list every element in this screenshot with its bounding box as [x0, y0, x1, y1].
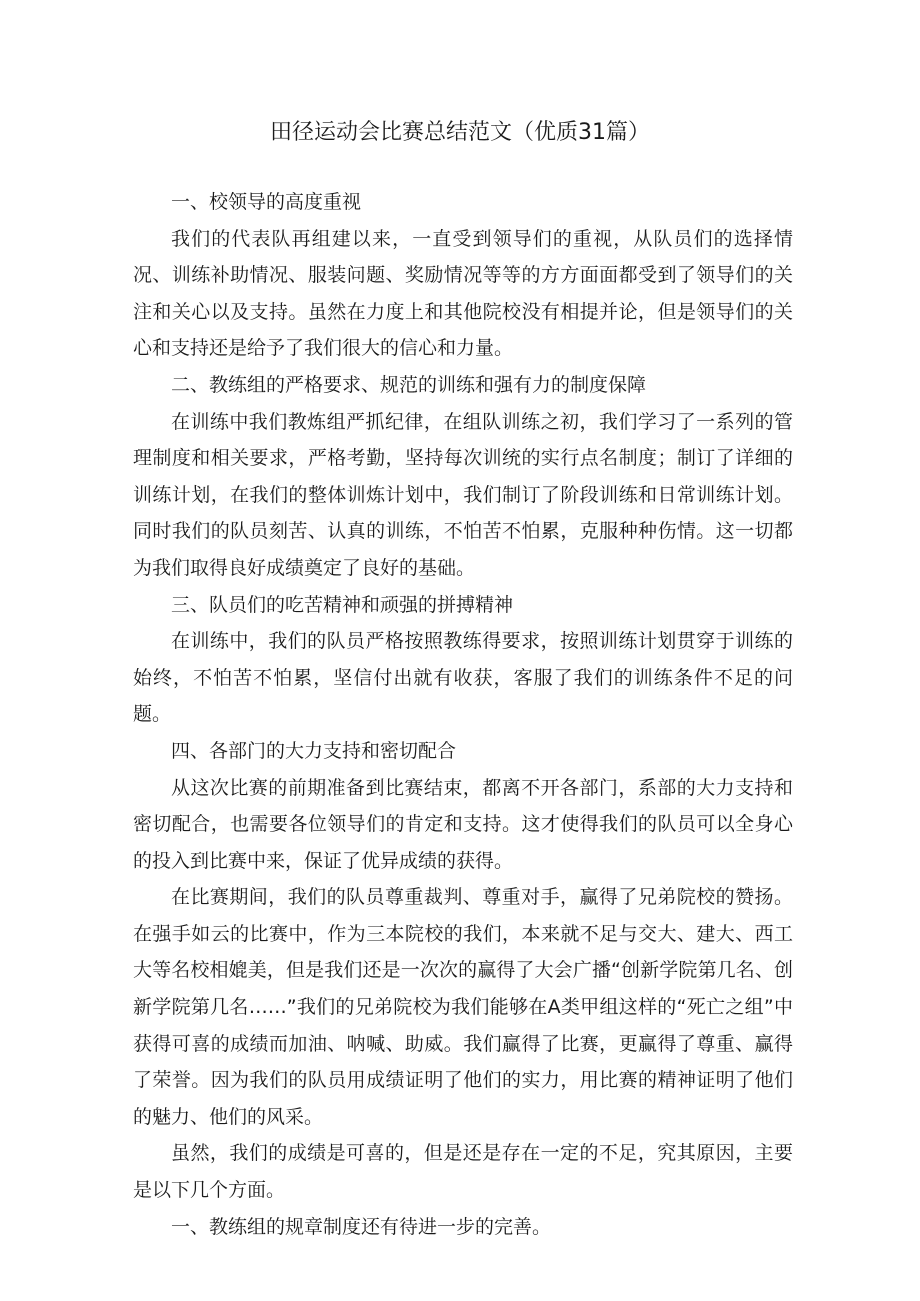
section-heading-3: 三、队员们的吃苦精神和顽强的拼搏精神: [171, 593, 514, 616]
paragraph-5: 在比赛期间，我们的队员尊重裁判、尊重对手，赢得了兄弟院校的赞扬。在强手如云的比赛中，作为三本院校的我们，本来就不足与交大、建大、西工大等名校相媲美，但是我们还是一次次的赢得了大会广播“创新学院第几名、创新学院第几名……”我们的兄弟院校为我们能够在A类甲组这样的“死亡之组”中获得可喜的成绩而加油、呐喊、助威。我们赢得了比赛，更赢得了尊重、赢得了荣誉。因为我们的队员用成绩证明了他们的实力，用比赛的精神证明了他们的魅力、他们的风采。: [133, 886, 793, 1128]
section-heading-1: 一、校领导的高度重视: [171, 191, 362, 213]
paragraph-6: 虽然，我们的成绩是可喜的，但是还是存在一定的不足，究其原因，主要是以下几个方面。: [133, 1142, 793, 1202]
document-body: [133, 184, 793, 1245]
document-title: 田径运动会比赛总结范文（优质31篇）: [270, 120, 650, 145]
section-heading-4: 四、各部门的大力支持和密切配合: [171, 739, 457, 762]
paragraph-1: 我们的代表队再组建以来，一直受到领导们的重视，从队员们的选择情况、训练补助情况、服装问题、奖励情况等等的方方面面都受到了领导们的关注和关心以及支持。虽然在力度上和其他院校没有相提并论，但是领导们的关心和支持还是给予了我们很大的信心和力量。: [133, 227, 793, 360]
section-heading-2: 二、教练组的严格要求、规范的训练和强有力的制度保障: [171, 373, 647, 396]
paragraph-4: 从这次比赛的前期准备到比赛结束，都离不开各部门，系部的大力支持和密切配合，也需要各位领导们的肯定和支持。这才使得我们的队员可以全身心的投入到比赛中来，保证了优异成绩的获得。: [133, 776, 793, 872]
paragraph-3: 在训练中，我们的队员严格按照教练得要求，按照训练计划贯穿于训练的始终，不怕苦不怕累，坚信付出就有收获，客服了我们的训练条件不足的问题。: [133, 630, 793, 726]
section-heading-5: 一、教练组的规章制度还有待进一步的完善。: [171, 1215, 552, 1238]
paragraph-2: 在训练中我们教炼组严抓纪律，在组队训练之初，我们学习了一系列的管理制度和相关要求，严格考勤，坚持每次训统的实行点名制度；制订了详细的训练计划，在我们的整体训炼计划中，我们制订了阶段训练和日常训练计划。同时我们的队员刻苦、认真的训练，不怕苦不怕累，克服种种伤情。这一切都为我们取得良好成绩奠定了良好的基础。: [133, 410, 793, 579]
